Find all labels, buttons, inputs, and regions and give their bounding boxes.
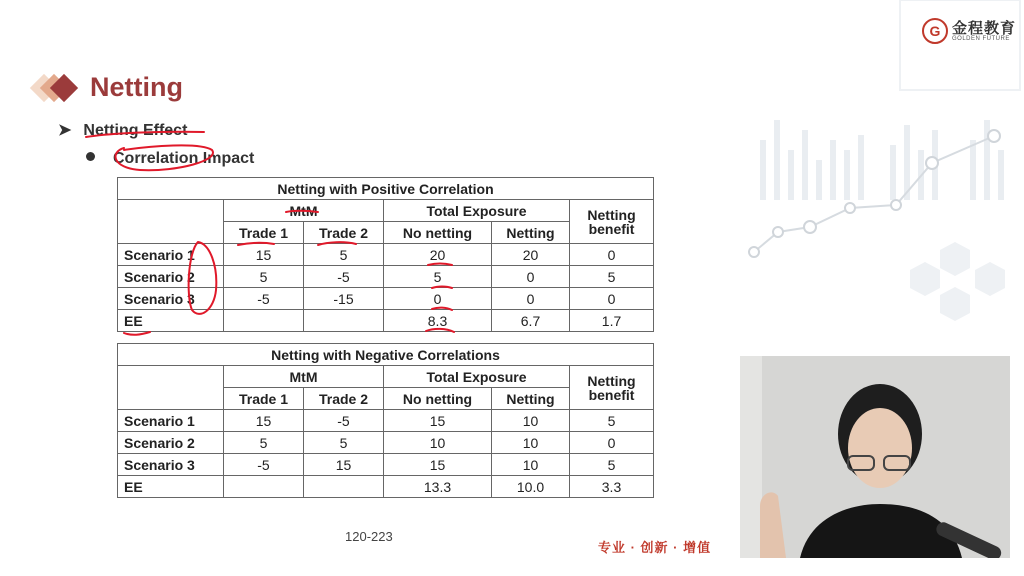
logo-mark-icon: G <box>922 18 948 44</box>
company-logo <box>922 18 1016 44</box>
column-header-netting-benefit: Netting benefit <box>570 366 654 410</box>
table-row: Scenario 2 5 5 10 10 0 <box>118 432 654 454</box>
column-header-trade1: Trade 1 <box>224 222 304 244</box>
group-header-total-exposure: Total Exposure <box>384 366 570 388</box>
dot-bullet-icon <box>86 152 95 161</box>
column-header-trade2: Trade 2 <box>304 388 384 410</box>
page-number: 120-223 <box>345 529 393 544</box>
table-row: EE 13.3 10.0 3.3 <box>118 476 654 498</box>
presenter-video <box>740 356 1010 558</box>
table-row: Scenario 3 -5 -15 0 0 0 <box>118 288 654 310</box>
background-decoration <box>740 0 1024 360</box>
logo-chinese-name: 金程教育 <box>952 19 1017 37</box>
decorative-line-chart-graphic <box>740 0 1024 360</box>
table-caption: Netting with Positive Correlation <box>118 178 654 200</box>
column-header-netting: Netting <box>492 222 570 244</box>
column-header-trade2: Trade 2 <box>304 222 384 244</box>
column-header-trade1: Trade 1 <box>224 388 304 410</box>
slogan: 专业 · 创新 · 增值 <box>598 540 712 555</box>
table-row: Scenario 1 15 5 20 20 0 <box>118 244 654 266</box>
group-header-mtm: MtM <box>224 366 384 388</box>
positive-correlation-table <box>117 177 654 332</box>
negative-correlation-table <box>117 343 654 498</box>
column-header-no-netting: No netting <box>384 222 492 244</box>
group-header-total-exposure: Total Exposure <box>384 200 570 222</box>
bullet-netting-effect: ➤ Netting Effect <box>58 122 188 139</box>
group-header-mtm: MtM <box>224 200 384 222</box>
column-header-netting: Netting <box>492 388 570 410</box>
arrow-bullet-icon: ➤ <box>58 122 72 139</box>
bullet-correlation-impact: Correlation Impact <box>86 150 254 168</box>
table-caption: Netting with Negative Correlations <box>118 344 654 366</box>
column-header-no-netting: No netting <box>384 388 492 410</box>
table-row: EE 8.3 6.7 1.7 <box>118 310 654 332</box>
table-row: Scenario 2 5 -5 5 0 5 <box>118 266 654 288</box>
logo-english-name: GOLDEN FUTURE <box>952 35 1010 42</box>
slide-title: Netting <box>90 72 183 102</box>
table-row: Scenario 3 -5 15 15 10 5 <box>118 454 654 476</box>
column-header-netting-benefit: Netting benefit <box>570 200 654 244</box>
table-row: Scenario 1 15 -5 15 10 5 <box>118 410 654 432</box>
presenter-figure <box>740 356 1010 558</box>
